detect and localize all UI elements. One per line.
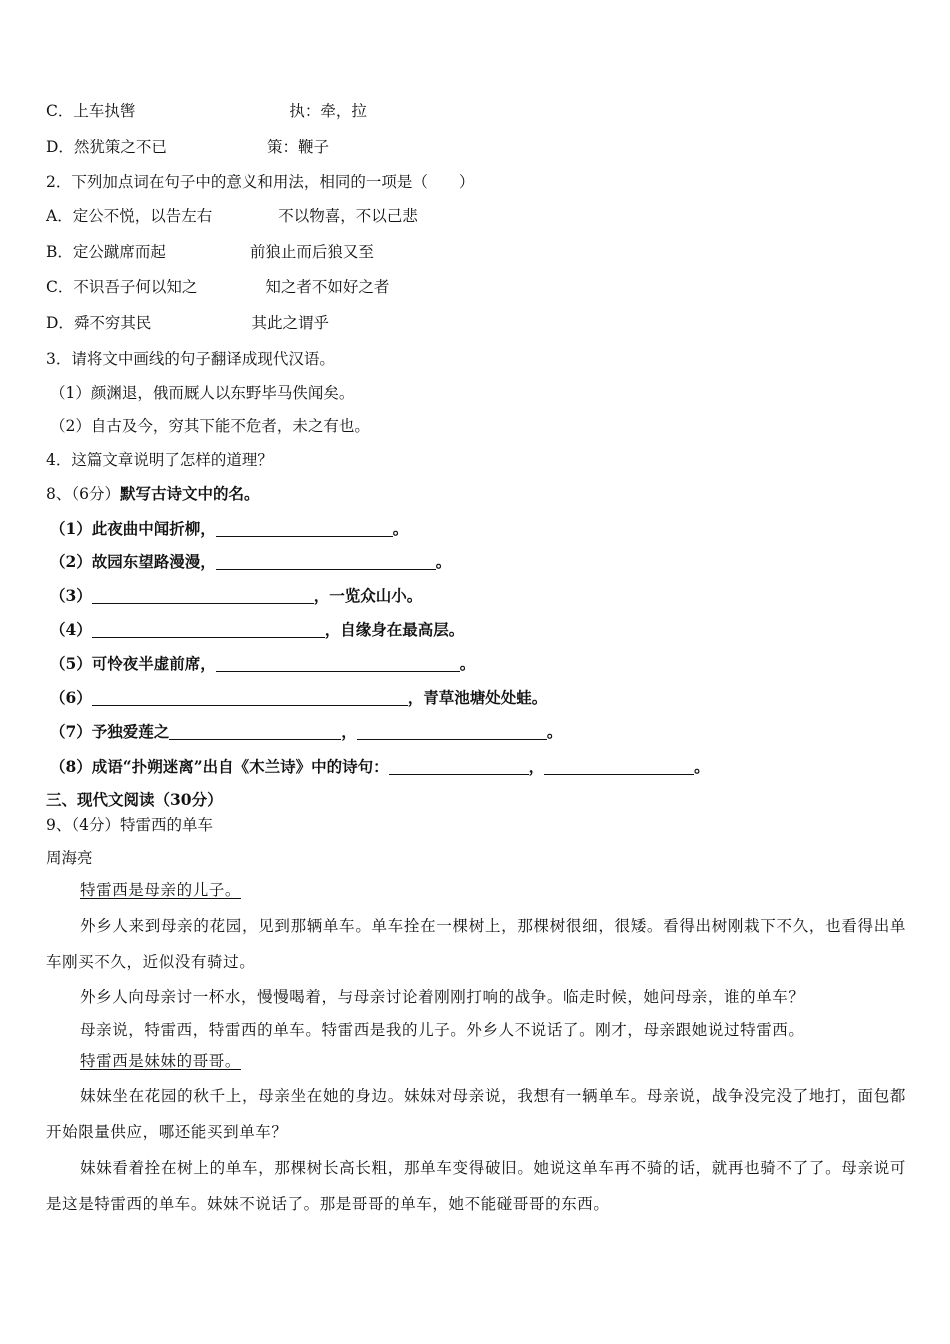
option-sentence: D．舜不穷其民 [46, 314, 152, 332]
article-paragraph: 妹妹坐在花园的秋千上，母亲坐在她的身边。妹妹对母亲说，我想有一辆单车。母亲说，战争没完没了地打，面包都开始限量供应，哪还能买到单车？ [46, 1087, 906, 1141]
fill-blank[interactable] [544, 758, 694, 775]
line-text: （6） [50, 688, 92, 707]
q8-line-8 [50, 757, 710, 777]
option-sentence: C．不识吾子何以知之 [46, 278, 198, 296]
fill-blank[interactable] [357, 723, 547, 740]
punct: 。 [546, 722, 563, 741]
q2-option-d [46, 313, 329, 333]
article-paragraph: 母亲说，特雷西，特雷西的单车。特雷西是我的儿子。外乡人不说话了。刚才，母亲跟她说过特雷西。 [80, 1021, 805, 1039]
q8-line-4 [50, 620, 464, 640]
article-author: 周海亮 [46, 849, 93, 867]
punct: ， [341, 722, 357, 741]
fill-blank[interactable] [389, 758, 529, 775]
line-text: （3） [50, 586, 92, 605]
option-compare: 不以物喜，不以己悲 [278, 207, 418, 225]
question-2-prompt: 2．下列加点词在句子中的意义和用法，相同的一项是（ ） [46, 173, 475, 191]
punct: 。 [459, 654, 476, 673]
q8-line-1 [50, 519, 408, 539]
punct: ， [528, 757, 545, 776]
line-text: （2）故园东望路漫漫， [50, 552, 216, 571]
punct: 。 [392, 519, 409, 538]
fill-blank[interactable] [216, 520, 393, 537]
option-sentence: A．定公不悦，以告左右 [46, 207, 213, 225]
option-gloss: 策：鞭子 [266, 138, 329, 156]
q2-option-b [46, 242, 374, 262]
option-compare: 其此之谓乎 [251, 314, 329, 332]
question-3-prompt: 3．请将文中画线的句子翻译成现代汉语。 [46, 350, 335, 368]
fill-blank[interactable] [216, 553, 436, 570]
option-c-row [46, 101, 367, 121]
q8-line-2 [50, 552, 451, 572]
q8-line-3 [50, 586, 422, 606]
fill-blank[interactable] [92, 587, 314, 604]
option-label: D．然犹策之不已 [46, 138, 167, 156]
article-paragraph: 妹妹看着拴在树上的单车，那棵树长高长粗，那单车变得破旧。她说这单车再不骑的话，就再也骑不了了。母亲说可是这是特雷西的单车。妹妹不说话了。那是哥哥的单车，她不能碰哥哥的东西。 [46, 1159, 906, 1213]
punct: 。 [694, 757, 710, 776]
option-sentence: B．定公蹴席而起 [46, 243, 166, 261]
line-text: （4） [50, 620, 92, 639]
line-text: ，一览众山小。 [313, 586, 423, 605]
fill-blank[interactable] [169, 723, 341, 740]
question-9-title: 9、（4分）特雷西的单车 [46, 816, 213, 834]
line-text: ，自缘身在最高层。 [324, 620, 465, 639]
punct: 。 [435, 552, 452, 571]
q8-line-7 [50, 722, 562, 742]
section-3-heading: 三、现代文阅读（30分） [46, 790, 223, 809]
q8-line-5 [50, 654, 475, 674]
question-4-prompt: 4．这篇文章说明了怎样的道理？ [46, 451, 273, 469]
fill-blank[interactable] [216, 655, 460, 672]
article-paragraph: 外乡人来到母亲的花园，见到那辆单车。单车拴在一棵树上，那棵树很细，很矮。看得出树刚栽下不久，也看得出单车刚买不久，近似没有骑过。 [46, 917, 906, 971]
option-compare: 前狼止而后狼又至 [249, 243, 374, 261]
article-paragraph [46, 872, 906, 908]
fill-blank[interactable] [92, 689, 408, 706]
q2-option-a [46, 206, 418, 226]
option-gloss: 执：牵，拉 [289, 102, 367, 120]
line-text: （7）予独爱莲之 [50, 722, 170, 741]
article-paragraph [46, 1043, 906, 1079]
line-text: （1）此夜曲中闻折柳， [50, 519, 216, 538]
question-8-heading [46, 484, 260, 504]
question-number: 8、（6分） [46, 485, 120, 503]
q8-line-6 [50, 688, 547, 708]
line-text: （5）可怜夜半虚前席， [50, 654, 216, 673]
fill-blank[interactable] [92, 621, 325, 638]
article-paragraph: 外乡人向母亲讨一杯水，慢慢喝着，与母亲讨论着刚刚打响的战争。临走时候，她问母亲，谁的单车？ [80, 988, 805, 1006]
option-label: C．上车执辔 [46, 102, 136, 120]
question-title: 默写古诗文中的名。 [119, 484, 260, 503]
underlined-sentence: 特雷西是妹妹的哥哥。 [80, 1052, 242, 1070]
line-text: （8）成语“扑朔迷离”出自《木兰诗》中的诗句： [50, 757, 389, 776]
option-compare: 知之者不如好之者 [265, 278, 390, 296]
q3-item-2: （2）自古及今，穷其下能不危者，未之有也。 [50, 417, 370, 435]
line-text: ，青草池塘处处蛙。 [407, 688, 548, 707]
underlined-sentence: 特雷西是母亲的儿子。 [80, 881, 242, 899]
q2-option-c [46, 277, 389, 297]
option-d-row [46, 137, 329, 157]
q3-item-1: （1）颜渊退，俄而厩人以东野毕马佚闻矣。 [50, 384, 355, 402]
